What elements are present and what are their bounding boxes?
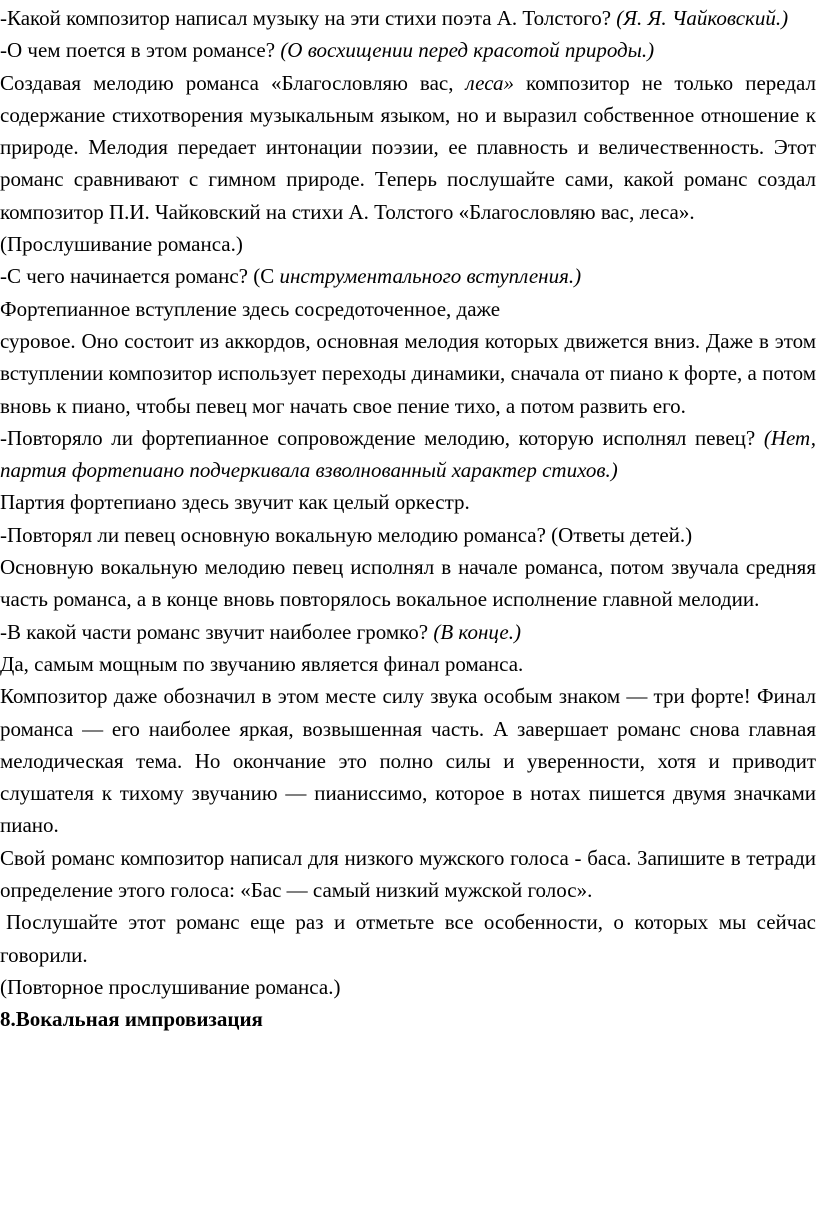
answer-text: (Нет, партия фортепиано подчеркивала взволнованный характер стихов.) <box>0 425 816 483</box>
question-text: -О чем поется в этом романсе? <box>0 38 281 63</box>
question-accompaniment <box>0 422 816 487</box>
document-page <box>0 2 816 1036</box>
paragraph-listen-again: Послушайте этот романс еще раз и отметьте все особенности, о которых мы сейчас говорили. <box>0 910 816 967</box>
question-text: -Повторяло ли фортепианное сопровождение мелодию, которую исполнял певец? <box>0 425 764 450</box>
answer-text: (О восхищении перед красотой природы.) <box>280 38 655 63</box>
question-intro <box>0 260 816 292</box>
paragraph-finale: Да, самым мощным по звучанию является финал романса. <box>0 651 524 676</box>
answer-text: (Я. Я. Чайковский.) <box>616 6 789 30</box>
question-vocal: -Повторял ли певец основную вокальную мелодию романса? (Ответы детей.) <box>0 522 693 547</box>
paragraph-melody <box>0 67 816 228</box>
question-composer <box>0 2 816 34</box>
answer-text: (В конце.) <box>433 619 521 644</box>
question-text: -Какой композитор написал музыку на эти стихи поэта А. Толстого? <box>0 6 617 30</box>
question-theme <box>0 34 816 66</box>
paragraph-orchestra: Партия фортепиано здесь звучит как целый оркестр. <box>0 490 470 515</box>
paragraph-vocal: Основную вокальную мелодию певец исполнял в начале романса, потом звучала средняя часть романса, а в конце вновь повторялось вокальное исполнение главной мелодии. <box>0 555 816 612</box>
note-repeat-listening: (Повторное прослушивание романса.) <box>0 974 341 999</box>
paragraph-bass: Свой романс композитор написал для низкого мужского голоса - баса. Запишите в тетради определение этого голоса: «Бас — самый низкий мужской голос». <box>0 845 816 903</box>
question-loudest <box>0 616 816 648</box>
body-text: композитор не только передал содержание стихотворения музыкальным языком, но и выразил собственное отношение к природе. Мелодия передает интонации поэзии, ее плавность и величественность. Этот романс сравнивают с гимном природе. Теперь послушайте сами, какой романс создал композитор П.И. Чайковский на стихи А. Толстого «Благословляю вас, леса». <box>0 70 816 224</box>
question-text: -С чего начинается романс? (С <box>0 264 280 289</box>
body-text: Создавая мелодию романса «Благословляю вас, <box>0 70 466 95</box>
paragraph-dynamics: Композитор даже обозначил в этом месте силу звука особым знаком — три форте! Финал романса — его наиболее яркая, возвышенная часть. А завершает романс снова главная мелодическая тема. Но окончание это полно силы и уверенности, хотя и приводит слушателя к тихому звучанию — пианиссимо, которое в нотах пишется двумя значками пиано. <box>0 684 816 838</box>
paragraph-intro-body: суровое. Оно состоит из аккордов, основная мелодия которых движется вниз. Даже в этом вступлении композитор использует переходы динамики, сначала от пиано к форте, а потом вновь к пиано, чтобы певец мог начать свое пение тихо, а потом развить его. <box>0 328 816 418</box>
answer-text: инструментального вступления.) <box>279 264 582 289</box>
question-text: -В какой части романс звучит наиболее громко? <box>0 619 434 644</box>
italic-text: леса» <box>465 70 515 95</box>
paragraph-intro-line: Фортепианное вступление здесь сосредоточенное, даже <box>0 296 501 321</box>
section-heading: 8.Вокальная импровизация <box>0 1007 263 1032</box>
note-listening: (Прослушивание романса.) <box>0 232 243 257</box>
